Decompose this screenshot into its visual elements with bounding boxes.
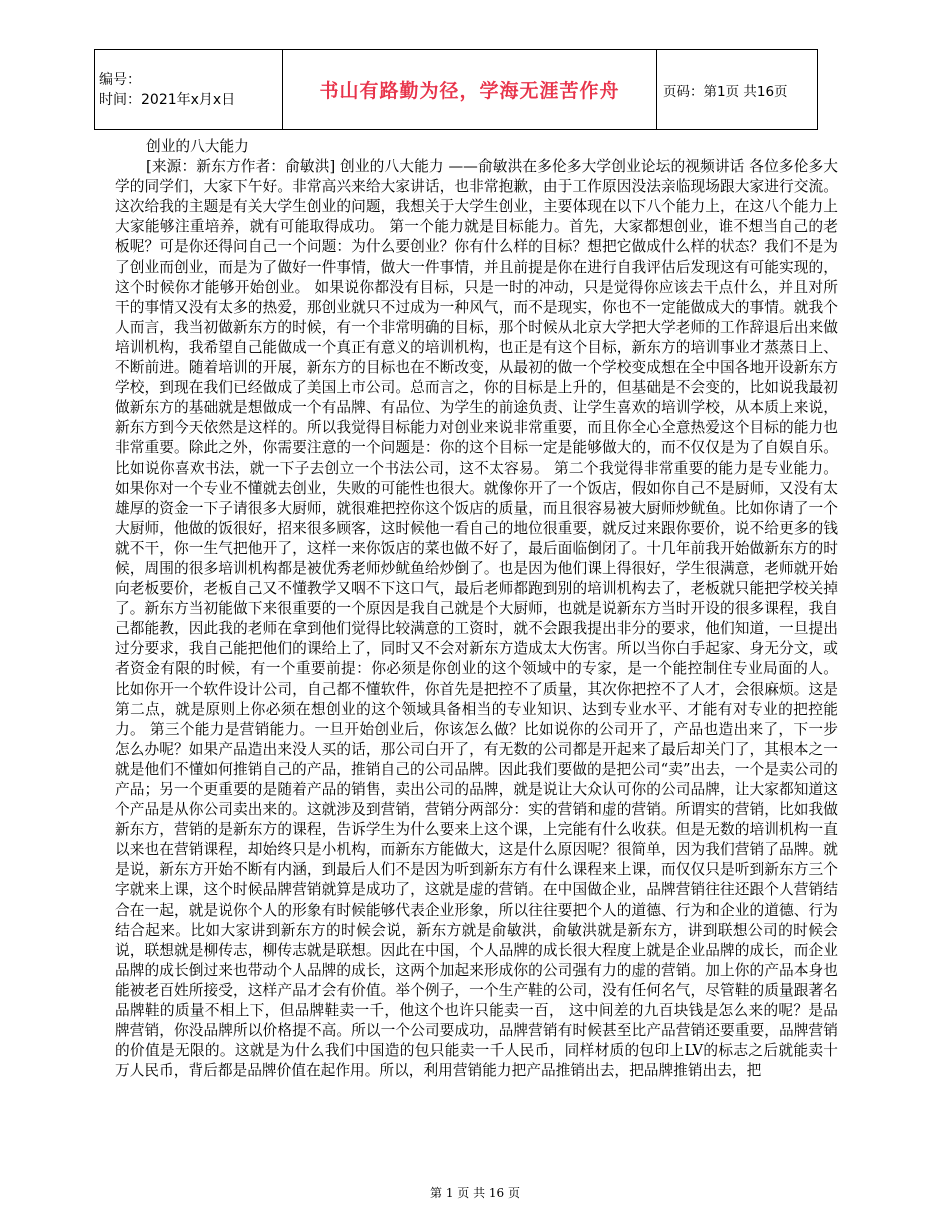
header-motto: 书山有路勤为径，学海无涯苦作舟 <box>319 80 620 102</box>
header-page-info: 页码：第1页 共16页 <box>663 83 788 100</box>
document-date: 时间：2021年x月x日 <box>99 91 236 108</box>
header-meta-cell <box>95 50 283 130</box>
document-title: 创业的八大能力 <box>146 138 249 155</box>
document-paragraph: [来源：新东方作者：俞敏洪] 创业的八大能力 ——俞敏洪在多伦多大学创业论坛的视频讲话 各位多伦多大学的同学们，大家下午好。非常高兴来给大家讲话，也非常抱歉，由于工作原因没法亲临现场跟大家进行交流。这次给我的主题是有关大学生创业的问题，我想关于大学生创业，主要体现在以下八个能力上，在这八个能力上大家能够注重培养，就有可能取得成功。 第一个能力就是目标能力。首先，大家都想创业，谁不想当自己的老板呢？可是你还得问自己一个问题：为什么要创业？你有什么样的目标？想把它做成什么样的状态？我们不是为了创业而创业，而是为了做好一件事情，做大一件事情，并且前提是你在进行自我评估后发现这有可能实现的，这个时候你才能够开始创业。 如果说你都没有目标，只是一时的冲动，只是觉得你应该去干点什么，并且对所干的事情又没有太多的热爱，那创业就只不过成为一种风气，而不是现实，你也不一定能做成大的事情。就我个人而言，我当初做新东方的时候，有一个非常明确的目标，那个时候从北京大学把大学老师的工作辞退后出来做培训机构，我希望自己能做成一个真正有意义的培训机构，也正是有这个目标，新东方的培训事业才蒸蒸日上、不断前进。随着培训的开展，新东方的目标也在不断改变，从最初的做一个学校变成想在全中国各地开设新东方学校，到现在我们已经做成了美国上市公司。总而言之，你的目标是上升的，但基础是不会变的，比如说我最初做新东方的基础就是想做成一个有品牌、有品位、为学生的前途负责、让学生喜欢的培训学校，从本质上来说，新东方到今天依然是这样的。所以我觉得目标能力对创业来说非常重要，而且你全心全意热爱这个目标的能力也非常重要。除此之外，你需要注意的一个问题是：你的这个目标一定是能够做大的，而不仅仅是为了自娱自乐。比如说你喜欢书法，就一下子去创立一个书法公司，这不太容易。 第二个我觉得非常重要的能力是专业能力。如果你对一个专业不懂就去创业，失败的可能性也很大。就像你开了一个饭店，假如你自己不是厨师，又没有太雄厚的资金一下子请很多大厨师，就很难把控你这个饭店的质量，而且很容易被大厨师炒鱿鱼。比如你请了一个大厨师，他做的饭很好，招来很多顾客，这时候他一看自己的地位很重要，就反过来跟你要价，说不给更多的钱就不干，你一生气把他开了，这样一来你饭店的菜也做不好了，最后面临倒闭了。十几年前我开始做新东方的时候，周围的很多培训机构都是被优秀老师炒鱿鱼给炒倒了。也是因为他们课上得很好，学生很满意，老师就开始向老板要价，老板自己又不懂教学又咽不下这口气，最后老师都跑到别的培训机构去了，老板就只能把学校关掉了。新东方当初能做下来很重要的一个原因是我自己就是个大厨师，也就是说新东方当时开设的很多课程，我自己都能教，因此我的老师在拿到他们觉得比较满意的工资时，就不会跟我提出非分的要求，他们知道，一旦提出过分要求，我自己能把他们的课给上了，同时又不会对新东方造成太大伤害。所以当你白手起家、身无分文，或者资金有限的时候，有一个重要前提：你必须是你创业的这个领域中的专家，是一个能控制住专业局面的人。 比如你开一个软件设计公司，自己都不懂软件，你首先是把控不了质量，其次你把控不了人才，会很麻烦。这是第二点，就是原则上你必须在想创业的这个领域具备相当的专业知识、达到专业水平、才能有对专业的把控能力。 第三个能力是营销能力。一旦开始创业后，你该怎么做？比如说你的公司开了，产品也造出来了，下一步怎么办呢？如果产品造出来没人买的话，那公司白开了，有无数的公司都是开起来了最后却关门了，其根本之一就是他们不懂如何推销自己的产品，推销自己的公司品牌。因此我们要做的是把公司“卖”出去，一个是卖公司的产品；另一个更重要的是随着产品的销售，卖出公司的品牌，就是说让大众认可你的公司品牌，让大家都知道这个产品是从你公司卖出来的。这就涉及到营销，营销分两部分：实的营销和虚的营销。所谓实的营销，比如我做新东方，营销的是新东方的课程，告诉学生为什么要来上这个课，上完能有什么收获。但是无数的培训机构一直以来也在营销课程，却始终只是小机构，而新东方能做大，这是什么原因呢？很简单，因为我们营销了品牌。就是说，新东方开始不断有内涵，到最后人们不是因为听到新东方有什么课程来上课，而仅仅只是听到新东方三个字就来上课，这个时候品牌营销就算是成功了，这就是虚的营销。在中国做企业，品牌营销往往还跟个人营销结合在一起，就是说你个人的形象有时候能够代表企业形象，所以往往要把个人的道德、行为和企业的道德、行为结合起来。比如大家讲到新东方的时候会说，新东方就是俞敏洪，俞敏洪就是新东方，讲到联想公司的时候会说，联想就是柳传志，柳传志就是联想。因此在中国，个人品牌的成长很大程度上就是企业品牌的成长，而企业品牌的成长倒过来也带动个人品牌的成长，这两个加起来形成你的公司强有力的虚的营销。加上你的产品本身也能被老百姓所接受，这样产品才会有价值。举个例子，一个生产鞋的公司，没有任何名气，尽管鞋的质量跟著名品牌鞋的质量不相上下，但品牌鞋卖一千，他这个也许只能卖一百， 这中间差的九百块钱是怎么来的呢？是品牌营销，你没品牌所以价格提不高。所以一个公司要成功，品牌营销有时候甚至比产品营销还要重要，品牌营销的价值是无限的。这就是为什么我们中国造的包只能卖一千人民币，同样材质的包印上LV的标志之后就能卖十万人民币，背后都是品牌价值在起作用。所以，利用营销能力把产品推销出去，把品牌推销出去，把 <box>115 158 838 1080</box>
header-motto-cell <box>283 50 657 130</box>
header-page-cell <box>657 50 818 130</box>
page-footer: 第 1 页 共 16 页 <box>430 1186 520 1200</box>
document-body <box>115 137 838 1081</box>
document-number-label: 编号： <box>99 71 141 88</box>
document-header <box>94 49 818 130</box>
